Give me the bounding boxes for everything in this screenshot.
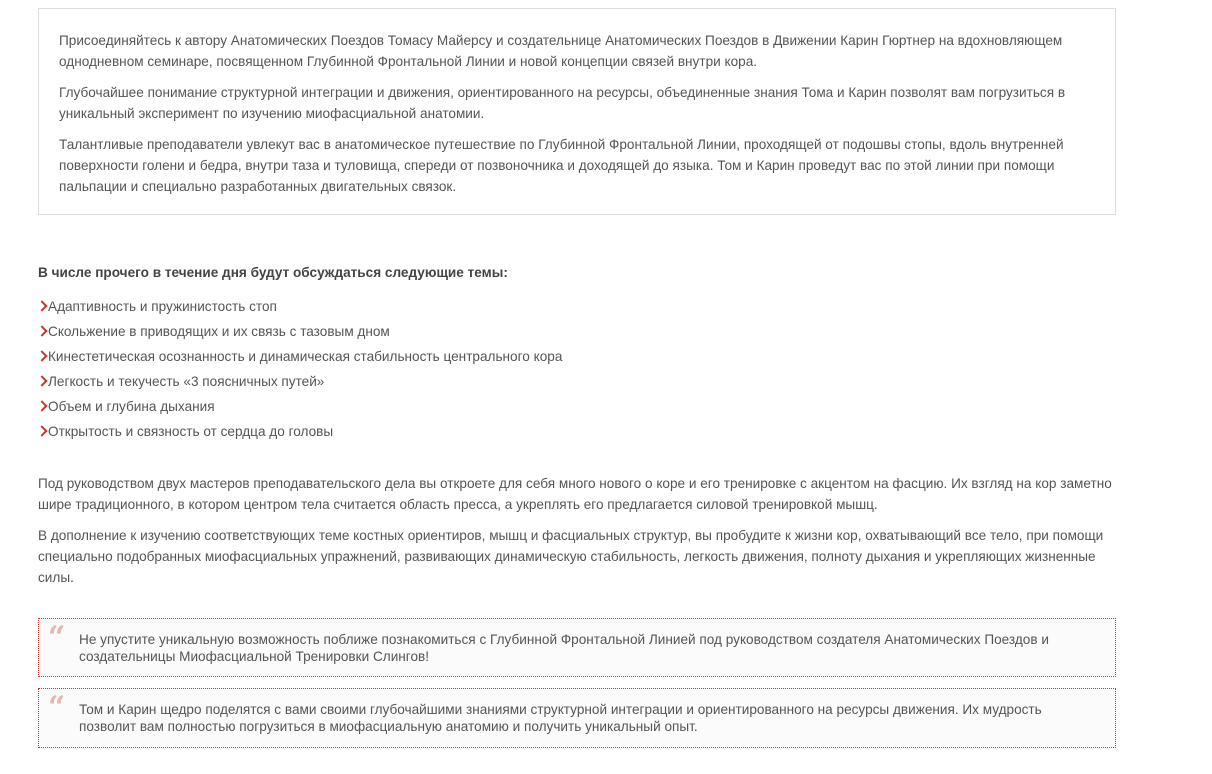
intro-paragraph: Талантливые преподаватели увлекут вас в анатомическое путешествие по Глубинной Фронтальной Линии, проходящей от подошвы стопы, вдоль внутренней поверхности голени и бедра, внутри таза и туловища, спереди от позвоночника и доходящей до языка. Том и Карин проведут вас по этой линии при помощи пальпации и специально разработанных двигательных связок. <box>59 137 1064 194</box>
body-paragraph: В дополнение к изучению соответствующих теме костных ориентиров, мышц и фасциальных структур, вы пробудите к жизни кор, охватывающий все тело, при помощи специально подобранных миофасциальных упражнений, развивающих динамическую стабильность, легкость движения, полноту дыхания и укрепляющих жизненные силы. <box>38 528 1104 585</box>
chevron-right-icon <box>38 421 48 442</box>
list-item-label: Адаптивность и пружинистость стоп <box>48 299 277 314</box>
list-item <box>38 346 562 371</box>
list-item-label: Открытость и связность от сердца до головы <box>48 424 334 439</box>
list-item-label: Скольжение в приводящих и их связь с тазовым дном <box>48 324 390 339</box>
quote-box <box>38 688 1116 748</box>
chevron-right-icon <box>38 396 48 417</box>
list-item <box>38 296 562 321</box>
list-item-label: Легкость и текучесть «3 поясничных путей» <box>48 374 325 389</box>
topics-heading: В числе прочего в течение дня будут обсуждаться следующие темы: <box>38 265 508 280</box>
topics-list <box>38 296 562 446</box>
quote-icon: “ <box>48 690 66 725</box>
quote-box <box>38 618 1116 677</box>
chevron-right-icon <box>38 346 48 367</box>
chevron-right-icon <box>38 296 48 317</box>
list-item <box>38 371 562 396</box>
chevron-right-icon <box>38 321 48 342</box>
body-paragraph: Под руководством двух мастеров преподавательского дела вы откроете для себя много нового о коре и его тренировке с акцентом на фасцию. Их взгляд на кор заметно шире традиционного, в котором центром тела считается область пресса, а укреплять его предлагается силовой тренировкой мышц. <box>38 476 1112 512</box>
body-text <box>38 473 1116 598</box>
quote-icon: “ <box>48 620 66 655</box>
intro-box <box>38 8 1116 215</box>
intro-paragraph: Присоединяйтесь к автору Анатомических Поездов Томасу Майерсу и создательнице Анатомических Поездов в Движении Карин Гюртнер на вдохновляющем однодневном семинаре, посвященном Глубинной Фронтальной Линии и новой концепции связей внутри кора. <box>59 33 1063 69</box>
list-item-label: Кинестетическая осознанность и динамическая стабильность центрального кора <box>48 349 563 364</box>
intro-paragraph: Глубочайшее понимание структурной интеграции и движения, ориентированного на ресурсы, объединенные знания Тома и Карин позволят вам погрузиться в уникальный эксперимент по изучению миофасциальной анатомии. <box>59 85 1066 121</box>
quote-text: Не упустите уникальную возможность поближе познакомиться с Глубинной Фронтальной Линией под руководством создателя Анатомических Поездов и создательницы Миофасциальной Тренировки Слингов! <box>79 632 1049 664</box>
list-item <box>38 396 562 421</box>
list-item <box>38 421 562 446</box>
quote-text: Том и Карин щедро поделятся с вами своими глубочайшими знаниями структурной интеграции и ориентированного на ресурсы движения. Их мудрость позволит вам полностью погрузиться в миофасциальную анатомию и получить уникальный опыт. <box>79 702 1042 734</box>
list-item <box>38 321 562 346</box>
list-item-label: Объем и глубина дыхания <box>48 399 215 414</box>
chevron-right-icon <box>38 371 48 392</box>
